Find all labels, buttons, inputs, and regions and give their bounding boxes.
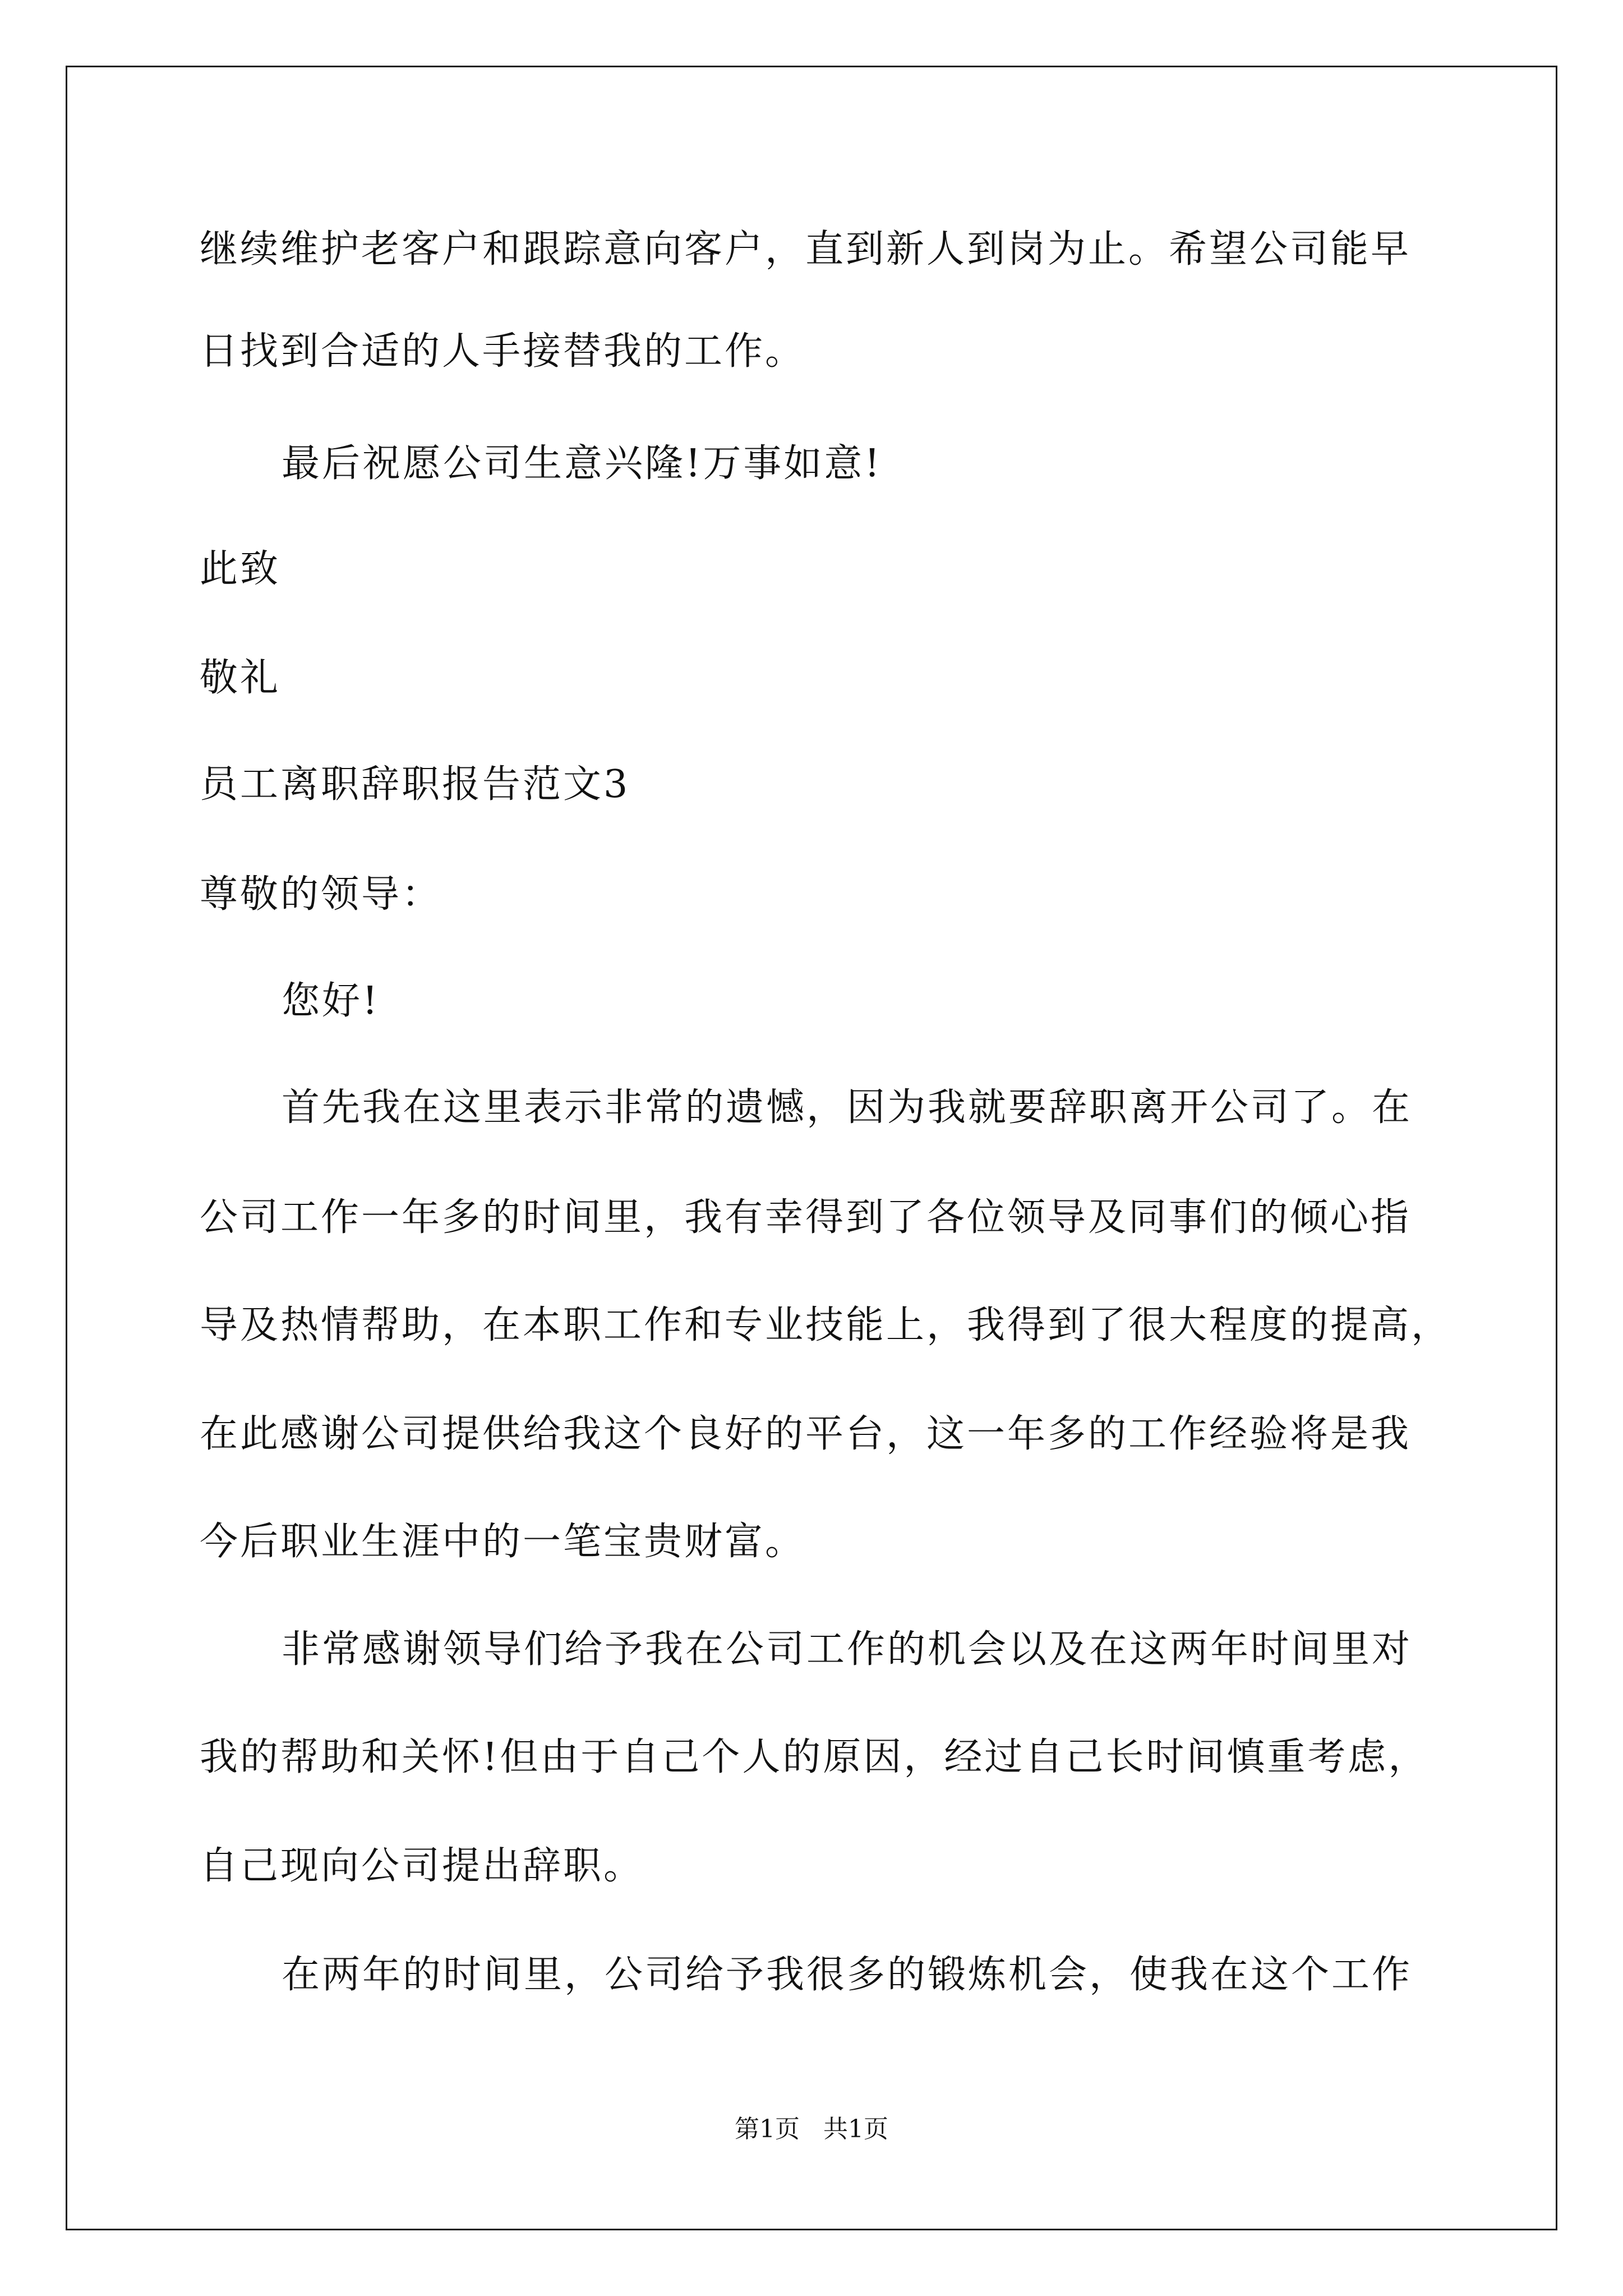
- text-line: 自己现向公司提出辞职。: [200, 1844, 644, 1888]
- text-line: 日找到合适的人手接替我的工作。: [200, 329, 806, 374]
- text-line: 继续维护老客户和跟踪意向客户，直到新人到岗为止。希望公司能早: [200, 227, 1412, 272]
- section-title: 员工离职辞职报告范文3: [200, 762, 630, 807]
- text-line: 您好!: [282, 979, 380, 1023]
- text-line: 在两年的时间里，公司给予我很多的锻炼机会，使我在这个工作: [282, 1953, 1413, 1997]
- text-line: 首先我在这里表示非常的遗憾，因为我就要辞职离开公司了。在: [282, 1085, 1413, 1130]
- page-footer: 第1页 共1页: [735, 2115, 888, 2143]
- text-line: 导及热情帮助，在本职工作和专业技能上，我得到了很大程度的提高，: [200, 1303, 1452, 1347]
- text-line: 公司工作一年多的时间里，我有幸得到了各位领导及同事们的倾心指: [200, 1195, 1412, 1240]
- text-line: 在此感谢公司提供给我这个良好的平台，这一年多的工作经验将是我: [200, 1412, 1412, 1456]
- text-line: 最后祝愿公司生意兴隆!万事如意!: [282, 441, 882, 486]
- text-line: 今后职业生涯中的一笔宝贵财富。: [200, 1520, 806, 1564]
- greeting-line: 尊敬的领导：: [200, 872, 442, 917]
- text-line: 非常感谢领导们给予我在公司工作的机会以及在这两年时间里对: [282, 1627, 1413, 1672]
- salutation-line: 敬礼: [200, 656, 281, 700]
- salutation-line: 此致: [200, 547, 281, 591]
- page-border: [66, 66, 1557, 2230]
- text-line: 我的帮助和关怀!但由于自己个人的原因，经过自己长时间慎重考虑，: [200, 1735, 1429, 1779]
